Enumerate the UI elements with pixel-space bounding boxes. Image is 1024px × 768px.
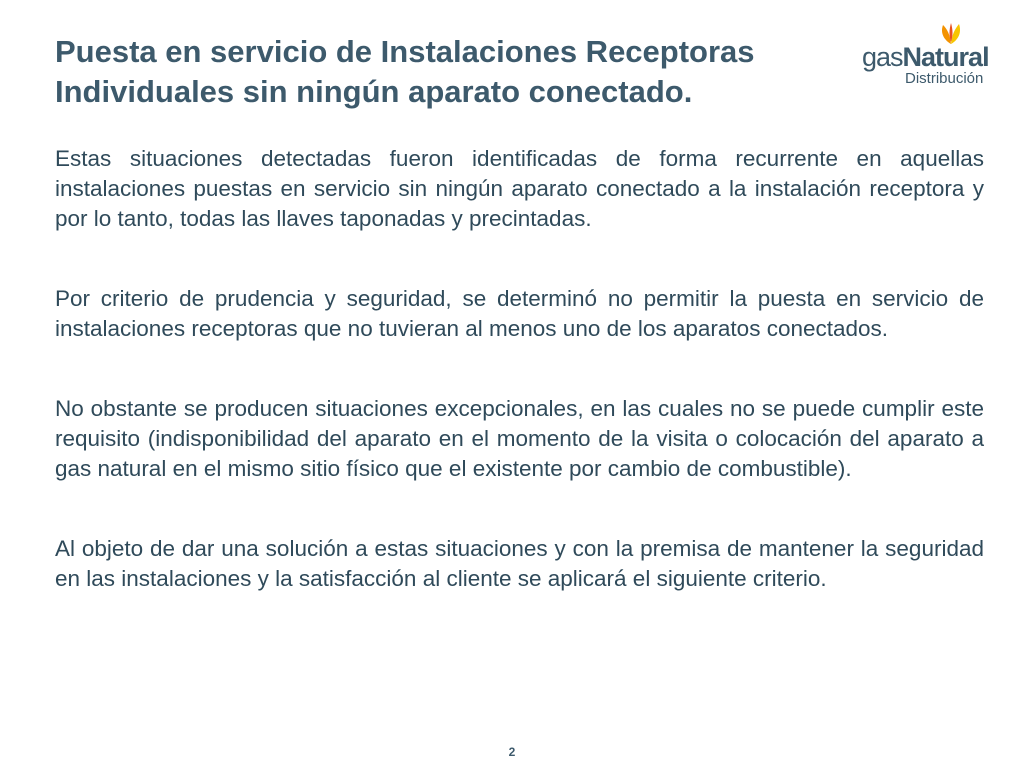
slide-title: [55, 32, 845, 112]
logo-wordmark: [862, 42, 989, 72]
slide-title-line-1: Puesta en servicio de Instalaciones Receptoras: [55, 34, 755, 69]
logo-wordmark-gas: gas: [862, 42, 903, 72]
paragraph-3: No obstante se producen situaciones excepcionales, en las cuales no se puede cumplir este requisito (indisponibilidad del aparato en el momento de la visita o colocación del aparato a gas natural en el mismo sitio físico que el existente por cambio de combustible).: [55, 396, 984, 481]
paragraph-4: Al objeto de dar una solución a estas situaciones y con la premisa de mantener la seguridad en las instalaciones y la satisfacción al cliente se aplicará el siguiente criterio.: [55, 536, 984, 591]
slide-body: [55, 144, 984, 594]
logo-wordmark-natural: Natural: [902, 42, 989, 72]
paragraph-1: Estas situaciones detectadas fueron identificadas de forma recurrente en aquellas instalaciones puestas en servicio sin ningún aparato conectado a la instalación receptora y por lo tanto, todas las llaves taponadas y precintadas.: [55, 146, 984, 231]
logo-subtitle: Distribución: [905, 70, 984, 87]
page-number: 2: [508, 745, 516, 759]
paragraph-2: Por criterio de prudencia y seguridad, se determinó no permitir la puesta en servicio de instalaciones receptoras que no tuvieran al menos uno de los aparatos conectados.: [55, 286, 984, 341]
slide-title-line-2: Individuales sin ningún aparato conectado.: [55, 74, 693, 109]
gas-natural-logo: [858, 20, 998, 90]
